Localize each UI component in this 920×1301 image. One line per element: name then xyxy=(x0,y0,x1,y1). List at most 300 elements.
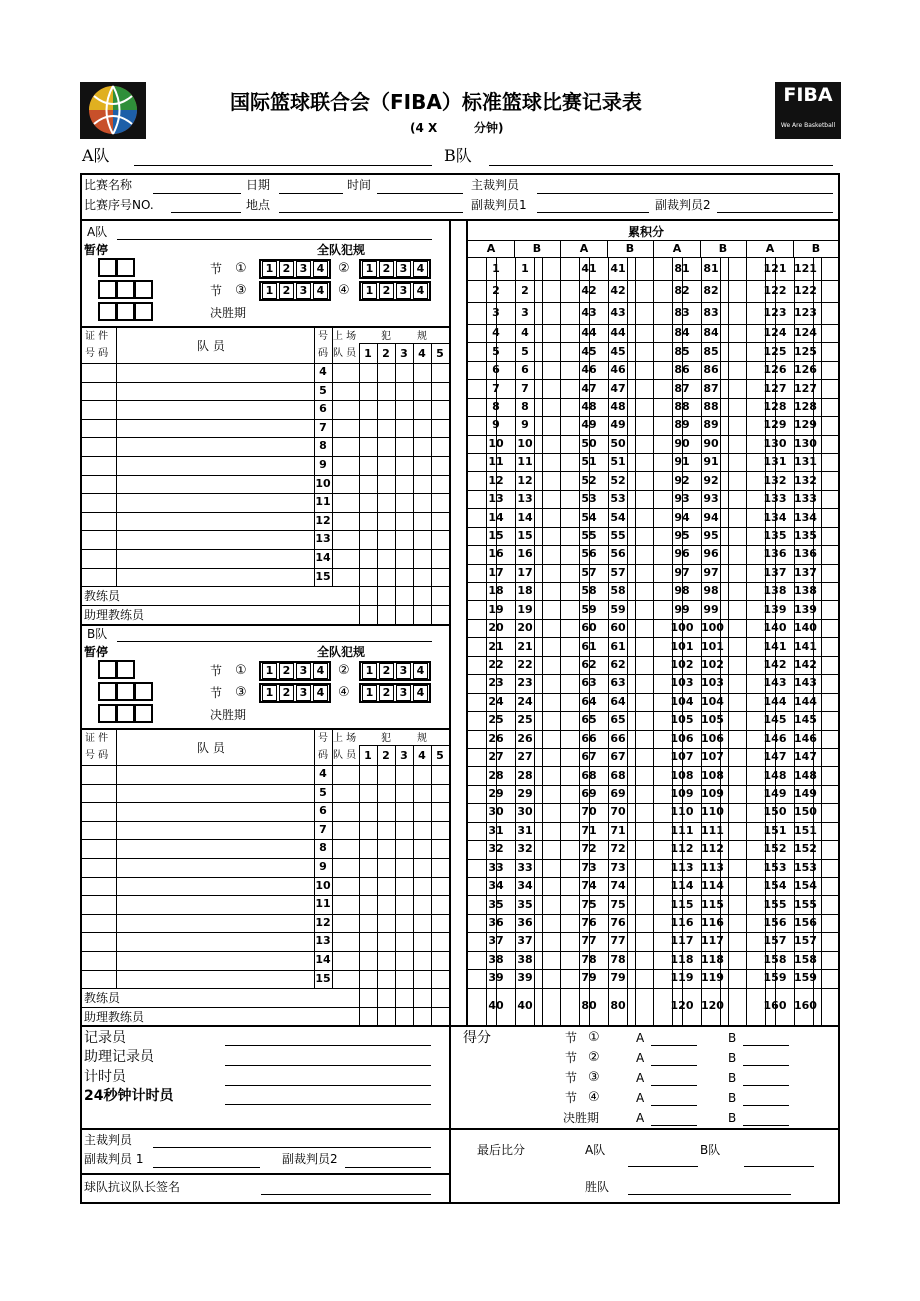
team-b-team-foul-box[interactable]: 1 xyxy=(262,685,277,701)
team-a-player-name-field[interactable] xyxy=(117,476,313,492)
score-value-b: 107 xyxy=(701,750,724,763)
team-a-player-name-field[interactable] xyxy=(117,550,313,566)
team-b-coach-label: 教练员 xyxy=(84,991,121,1005)
team-a-player-name-field[interactable] xyxy=(117,569,313,585)
grid-line xyxy=(467,895,839,896)
team-a-player-number: 7 xyxy=(319,421,327,434)
scorer-field[interactable] xyxy=(225,1045,431,1046)
grid-line xyxy=(467,914,839,915)
score-value-b: 90 xyxy=(703,437,719,450)
team-b-fouls-header: 规 xyxy=(417,733,427,744)
score-value-a: 83 xyxy=(674,306,690,319)
score-value-a: 60 xyxy=(581,621,597,634)
score-value-a: 86 xyxy=(674,363,690,376)
team-b-player-number: 15 xyxy=(315,972,331,985)
grid-line xyxy=(467,302,839,303)
team-b-team-foul-box[interactable]: 4 xyxy=(413,685,428,701)
team-b-foul-number: 5 xyxy=(436,749,444,762)
team-b-team-fouls-label: 全队犯规 xyxy=(317,645,366,659)
team-a-team-foul-box[interactable]: 3 xyxy=(396,261,411,277)
score-value-a: 134 xyxy=(763,511,787,524)
team-a-timeout-box[interactable] xyxy=(98,302,117,321)
score-value-a: 47 xyxy=(581,382,597,395)
team-b-entered-header: 队 员 xyxy=(333,750,357,761)
team-a-timeout-box[interactable] xyxy=(116,280,135,299)
team-b-player-name-field[interactable] xyxy=(117,896,313,912)
grid-line xyxy=(467,564,839,565)
grid-line xyxy=(607,240,608,257)
overtime-score-b-label: B xyxy=(728,1111,737,1125)
team-a-team-foul-box[interactable]: 1 xyxy=(262,283,277,299)
score-value-b: 125 xyxy=(794,345,817,358)
score-value-b: 33 xyxy=(517,861,533,874)
score-value-b: 51 xyxy=(610,455,626,468)
score-value-b: 109 xyxy=(701,787,724,800)
team-a-team-foul-box[interactable]: 2 xyxy=(279,261,294,277)
score-value-a: 73 xyxy=(581,861,597,874)
period-score-number: ① xyxy=(588,1030,600,1045)
team-b-foul-number: 3 xyxy=(400,749,408,762)
grid-line xyxy=(359,343,449,344)
period-score-number: ④ xyxy=(588,1090,600,1105)
team-a-team-foul-box[interactable]: 4 xyxy=(313,261,328,277)
team-a-team-foul-box[interactable]: 2 xyxy=(379,261,394,277)
score-value-a: 23 xyxy=(488,676,504,689)
team-b-name-label: B队 xyxy=(444,146,472,165)
team-a-timeout-box[interactable] xyxy=(134,302,153,321)
team-b-team-foul-box[interactable]: 3 xyxy=(396,685,411,701)
period-score-label: 节 xyxy=(565,1051,578,1065)
score-value-a: 18 xyxy=(488,584,504,597)
bottom-umpire2-field[interactable] xyxy=(345,1167,431,1168)
score-value-a: 56 xyxy=(581,547,597,560)
score-value-a: 126 xyxy=(763,363,787,376)
team-a-timeout-box[interactable] xyxy=(116,302,135,321)
team-b-name-label: B队 xyxy=(87,627,108,641)
final-team-a-field[interactable] xyxy=(628,1166,698,1167)
grid-line xyxy=(467,711,839,712)
grid-line xyxy=(467,508,839,509)
score-value-b: 152 xyxy=(794,842,817,855)
referee-label: 主裁判员 xyxy=(471,178,520,192)
grid-line xyxy=(467,342,839,343)
score-value-b: 81 xyxy=(703,262,719,275)
team-b-timeout-box[interactable] xyxy=(98,682,117,701)
score-value-b: 43 xyxy=(610,306,626,319)
team-b-team-foul-box[interactable]: 4 xyxy=(413,663,428,679)
team-a-timeout-box[interactable] xyxy=(98,280,117,299)
team-a-player-name-field[interactable] xyxy=(117,420,313,436)
score-value-b: 8 xyxy=(521,400,529,413)
score-value-b: 4 xyxy=(521,326,529,339)
team-b-timeout-box[interactable] xyxy=(134,704,153,723)
team-b-foul-number: 4 xyxy=(418,749,426,762)
team-a-timeout-box[interactable] xyxy=(134,280,153,299)
team-b-player-number: 5 xyxy=(319,786,327,799)
team-a-player-name-field[interactable] xyxy=(117,513,313,529)
score-value-a: 30 xyxy=(488,805,504,818)
score-value-b: 134 xyxy=(794,511,817,524)
period-score-b-label: B xyxy=(728,1091,737,1105)
score-col-a-header: A xyxy=(672,242,682,255)
team-b-player-name-field[interactable] xyxy=(117,933,313,949)
team-b-timeout-box[interactable] xyxy=(116,660,135,679)
grid-line xyxy=(700,240,701,257)
team-a-team-foul-box[interactable]: 1 xyxy=(362,261,377,277)
team-b-team-foul-box[interactable]: 2 xyxy=(279,663,294,679)
period-score-number: ③ xyxy=(588,1070,600,1085)
divider xyxy=(449,220,451,1204)
team-a-team-foul-box[interactable]: 1 xyxy=(362,283,377,299)
score-value-b: 102 xyxy=(701,658,724,671)
period-score-label: 节 xyxy=(565,1091,578,1105)
umpire1-field[interactable] xyxy=(537,212,649,213)
grid-line xyxy=(467,766,839,767)
score-value-a: 44 xyxy=(581,326,597,339)
team-a-player-name-field[interactable] xyxy=(117,457,313,473)
team-a-foul-number: 4 xyxy=(418,347,426,360)
grid-line xyxy=(793,240,794,257)
score-value-b: 63 xyxy=(610,676,626,689)
team-a-player-name-field[interactable] xyxy=(117,364,313,380)
grid-line xyxy=(467,280,839,281)
team-b-player-name-field[interactable] xyxy=(117,803,313,819)
grid-line xyxy=(467,582,839,583)
score-value-b: 144 xyxy=(794,695,817,708)
grid-line xyxy=(81,624,449,626)
score-value-a: 68 xyxy=(581,769,597,782)
score-value-a: 122 xyxy=(763,284,787,297)
team-b-foul-number: 2 xyxy=(382,749,390,762)
score-value-a: 65 xyxy=(581,713,597,726)
score-value-b: 12 xyxy=(517,474,533,487)
team-a-player-name-field[interactable] xyxy=(117,531,313,547)
team-a-player-name-field[interactable] xyxy=(117,438,313,454)
score-value-b: 21 xyxy=(517,640,533,653)
score-value-a: 149 xyxy=(763,787,787,800)
winner-field[interactable] xyxy=(628,1194,791,1195)
grid-line xyxy=(467,803,839,804)
score-value-b: 10 xyxy=(517,437,533,450)
score-value-a: 33 xyxy=(488,861,504,874)
score-value-a: 139 xyxy=(763,603,787,616)
bottom-umpire1-field[interactable] xyxy=(153,1167,260,1168)
assistant-scorer-label: 助理记录员 xyxy=(84,1049,154,1065)
score-value-b: 142 xyxy=(794,658,817,671)
score-value-a: 157 xyxy=(763,934,787,947)
team-a-player-number: 8 xyxy=(319,439,327,452)
score-value-a: 52 xyxy=(581,474,597,487)
match-no-label: 比赛序号NO. xyxy=(84,198,154,212)
team-b-timeout-box[interactable] xyxy=(116,704,135,723)
date-field[interactable] xyxy=(279,193,343,194)
score-value-b: 119 xyxy=(701,971,724,984)
grid-line xyxy=(395,343,396,624)
grid-line xyxy=(413,745,414,1026)
score-value-a: 49 xyxy=(581,418,597,431)
score-value-a: 153 xyxy=(763,861,787,874)
score-value-a: 102 xyxy=(670,658,694,671)
score-value-a: 75 xyxy=(581,898,597,911)
period-score-a-field xyxy=(651,1085,697,1086)
score-value-b: 127 xyxy=(794,382,817,395)
score-value-b: 126 xyxy=(794,363,817,376)
team-a-team-foul-box[interactable]: 4 xyxy=(413,283,428,299)
score-value-a: 53 xyxy=(581,492,597,505)
team-a-name-line[interactable] xyxy=(134,165,432,166)
team-b-player-name-field[interactable] xyxy=(117,785,313,801)
team-b-team-foul-box[interactable]: 1 xyxy=(262,663,277,679)
score-value-b: 101 xyxy=(701,640,724,653)
umpire1-label: 副裁判员1 xyxy=(471,198,527,212)
score-value-a: 35 xyxy=(488,898,504,911)
score-value-a: 45 xyxy=(581,345,597,358)
team-a-timeout-box[interactable] xyxy=(116,258,135,277)
score-value-b: 48 xyxy=(610,400,626,413)
score-value-a: 41 xyxy=(581,262,597,275)
score-value-a: 58 xyxy=(581,584,597,597)
score-value-b: 60 xyxy=(610,621,626,634)
divider xyxy=(81,1128,839,1130)
divider xyxy=(81,1173,450,1175)
shot-clock-field[interactable] xyxy=(225,1104,431,1105)
venue-field[interactable] xyxy=(279,212,463,213)
team-a-period-label: 节 xyxy=(210,284,223,298)
grid-line xyxy=(467,674,839,675)
team-b-player-name-field[interactable] xyxy=(117,766,313,782)
team-b-timeout-box[interactable] xyxy=(98,660,117,679)
score-value-a: 81 xyxy=(674,262,690,275)
period-score-b-field xyxy=(743,1105,789,1106)
score-value-b: 131 xyxy=(794,455,817,468)
final-team-b-field[interactable] xyxy=(744,1166,814,1167)
score-value-a: 8 xyxy=(492,400,500,413)
score-value-a: 25 xyxy=(488,713,504,726)
team-a-number-header: 号 xyxy=(318,331,328,342)
match-no-field[interactable] xyxy=(171,212,241,213)
score-value-a: 105 xyxy=(670,713,694,726)
grid-line xyxy=(467,527,839,528)
score-value-a: 136 xyxy=(763,547,787,560)
team-a-period-number: ④ xyxy=(338,283,350,298)
score-value-a: 98 xyxy=(674,584,690,597)
captain-label: 球队抗议队长签名 xyxy=(84,1180,181,1194)
score-value-b: 146 xyxy=(794,732,817,745)
score-value-b: 95 xyxy=(703,529,719,542)
team-b-team-foul-box[interactable]: 3 xyxy=(296,685,311,701)
score-value-b: 104 xyxy=(701,695,724,708)
team-a-player-number: 13 xyxy=(315,532,331,545)
period-score-a-label: A xyxy=(636,1071,645,1085)
team-a-team-foul-box[interactable]: 2 xyxy=(379,283,394,299)
period-score-a-field xyxy=(651,1045,697,1046)
score-value-a: 94 xyxy=(674,511,690,524)
team-a-team-fouls-label: 全队犯规 xyxy=(317,243,366,257)
score-value-b: 38 xyxy=(517,953,533,966)
score-value-b: 133 xyxy=(794,492,817,505)
team-a-player-name-field[interactable] xyxy=(117,494,313,510)
score-value-a: 15 xyxy=(488,529,504,542)
grid-line xyxy=(467,656,839,657)
score-value-a: 48 xyxy=(581,400,597,413)
period-score-number: ② xyxy=(588,1050,600,1065)
period-score-b-label: B xyxy=(728,1031,737,1045)
grid-line xyxy=(467,969,839,970)
team-a-timeouts-label: 暂停 xyxy=(84,243,109,257)
team-a-team-foul-box[interactable]: 3 xyxy=(396,283,411,299)
score-value-a: 24 xyxy=(488,695,504,708)
score-value-a: 91 xyxy=(674,455,690,468)
grid-line xyxy=(514,240,515,257)
score-value-b: 118 xyxy=(701,953,724,966)
score-col-a-header: A xyxy=(486,242,496,255)
score-value-b: 1 xyxy=(521,262,529,275)
score-value-a: 63 xyxy=(581,676,597,689)
team-a-team-foul-box[interactable]: 1 xyxy=(262,261,277,277)
score-value-b: 55 xyxy=(610,529,626,542)
score-value-a: 2 xyxy=(492,284,500,297)
grid-line xyxy=(467,988,839,989)
team-b-player-name-field[interactable] xyxy=(117,840,313,856)
team-a-team-foul-box[interactable]: 4 xyxy=(313,283,328,299)
team-b-player-number: 10 xyxy=(315,879,331,892)
team-b-period-number: ③ xyxy=(235,685,247,700)
period-score-a-label: A xyxy=(636,1031,645,1045)
score-value-b: 154 xyxy=(794,879,817,892)
score-value-b: 45 xyxy=(610,345,626,358)
team-b-team-foul-box[interactable]: 2 xyxy=(379,663,394,679)
team-b-player-name-field[interactable] xyxy=(117,971,313,987)
score-value-b: 16 xyxy=(517,547,533,560)
period-score-b-field xyxy=(743,1085,789,1086)
team-a-foul-number: 2 xyxy=(382,347,390,360)
match-name-field[interactable] xyxy=(153,193,241,194)
bottom-referee-field[interactable] xyxy=(153,1147,431,1148)
grid-line xyxy=(467,398,839,399)
score-value-a: 7 xyxy=(492,382,500,395)
team-b-player-name-field[interactable] xyxy=(117,878,313,894)
score-value-a: 79 xyxy=(581,971,597,984)
team-a-player-number: 4 xyxy=(319,365,327,378)
assistant-scorer-field[interactable] xyxy=(225,1065,431,1066)
team-a-team-foul-box[interactable]: 2 xyxy=(279,283,294,299)
score-value-a: 130 xyxy=(763,437,787,450)
score-value-b: 2 xyxy=(521,284,529,297)
page-title: 国际篮球联合会（FIBA）标准篮球比赛记录表 xyxy=(230,90,642,114)
grid-line xyxy=(81,326,449,328)
overtime-score-a-field xyxy=(651,1125,697,1126)
score-value-b: 114 xyxy=(701,879,724,892)
timer-field[interactable] xyxy=(225,1085,431,1086)
team-a-fouls-header: 犯 xyxy=(381,331,391,342)
score-value-b: 7 xyxy=(521,382,529,395)
grid-line xyxy=(413,343,414,624)
grid-line xyxy=(332,327,333,586)
grid-line xyxy=(821,257,822,1025)
team-b-name-line[interactable] xyxy=(489,165,833,166)
score-value-a: 88 xyxy=(674,400,690,413)
score-value-b: 157 xyxy=(794,934,817,947)
score-value-b: 36 xyxy=(517,916,533,929)
grid-line xyxy=(467,324,839,325)
score-value-a: 99 xyxy=(674,603,690,616)
score-value-b: 50 xyxy=(610,437,626,450)
score-value-a: 64 xyxy=(581,695,597,708)
grid-line xyxy=(467,600,839,601)
team-a-overtime-label: 决胜期 xyxy=(210,306,247,320)
score-value-a: 40 xyxy=(488,999,504,1012)
team-b-timeout-box[interactable] xyxy=(116,682,135,701)
team-b-player-name-field[interactable] xyxy=(117,859,313,875)
score-value-b: 117 xyxy=(701,934,724,947)
team-b-player-name-field[interactable] xyxy=(117,952,313,968)
team-b-team-foul-box[interactable]: 2 xyxy=(379,685,394,701)
score-value-a: 100 xyxy=(670,621,694,634)
team-b-team-foul-box[interactable]: 4 xyxy=(313,663,328,679)
score-value-a: 116 xyxy=(670,916,694,929)
team-b-team-foul-box[interactable]: 3 xyxy=(396,663,411,679)
team-b-team-foul-box[interactable]: 2 xyxy=(279,685,294,701)
team-a-player-name-field[interactable] xyxy=(117,383,313,399)
score-value-b: 39 xyxy=(517,971,533,984)
team-b-timeout-box[interactable] xyxy=(98,704,117,723)
score-value-b: 23 xyxy=(517,676,533,689)
score-value-b: 69 xyxy=(610,787,626,800)
score-value-b: 93 xyxy=(703,492,719,505)
score-value-b: 9 xyxy=(521,418,529,431)
team-a-timeout-box[interactable] xyxy=(98,258,117,277)
team-b-player-name-field[interactable] xyxy=(117,822,313,838)
score-value-b: 32 xyxy=(517,842,533,855)
team-a-team-foul-box[interactable]: 3 xyxy=(296,261,311,277)
grid-line xyxy=(359,745,449,746)
captain-signature-field[interactable] xyxy=(261,1194,431,1195)
umpire2-field[interactable] xyxy=(717,212,833,213)
referee-field[interactable] xyxy=(537,193,833,194)
team-b-license-header: 证 件 xyxy=(85,733,109,744)
score-value-b: 96 xyxy=(703,547,719,560)
team-a-foul-number: 3 xyxy=(400,347,408,360)
grid-line xyxy=(467,730,839,731)
score-value-b: 14 xyxy=(517,511,533,524)
score-value-b: 78 xyxy=(610,953,626,966)
team-b-timeout-box[interactable] xyxy=(134,682,153,701)
team-b-team-foul-box[interactable]: 1 xyxy=(362,663,377,679)
score-value-a: 14 xyxy=(488,511,504,524)
score-value-a: 152 xyxy=(763,842,787,855)
score-value-a: 77 xyxy=(581,934,597,947)
score-value-b: 115 xyxy=(701,898,724,911)
grid-line xyxy=(81,586,449,587)
team-a-team-foul-box[interactable]: 4 xyxy=(413,261,428,277)
team-b-player-number: 7 xyxy=(319,823,327,836)
team-a-player-name-field[interactable] xyxy=(117,401,313,417)
team-a-team-foul-box[interactable]: 3 xyxy=(296,283,311,299)
team-b-team-foul-box[interactable]: 4 xyxy=(313,685,328,701)
team-b-team-foul-box[interactable]: 1 xyxy=(362,685,377,701)
team-b-team-foul-box[interactable]: 3 xyxy=(296,663,311,679)
team-b-player-name-field[interactable] xyxy=(117,915,313,931)
time-field[interactable] xyxy=(377,193,463,194)
score-value-a: 155 xyxy=(763,898,787,911)
bottom-umpire1-label: 副裁判员 1 xyxy=(84,1152,144,1166)
score-value-b: 108 xyxy=(701,769,724,782)
score-value-b: 75 xyxy=(610,898,626,911)
score-value-b: 123 xyxy=(794,306,817,319)
subtitle-prefix: (4 X xyxy=(410,121,438,135)
score-value-b: 129 xyxy=(794,418,817,431)
score-value-b: 139 xyxy=(794,603,817,616)
